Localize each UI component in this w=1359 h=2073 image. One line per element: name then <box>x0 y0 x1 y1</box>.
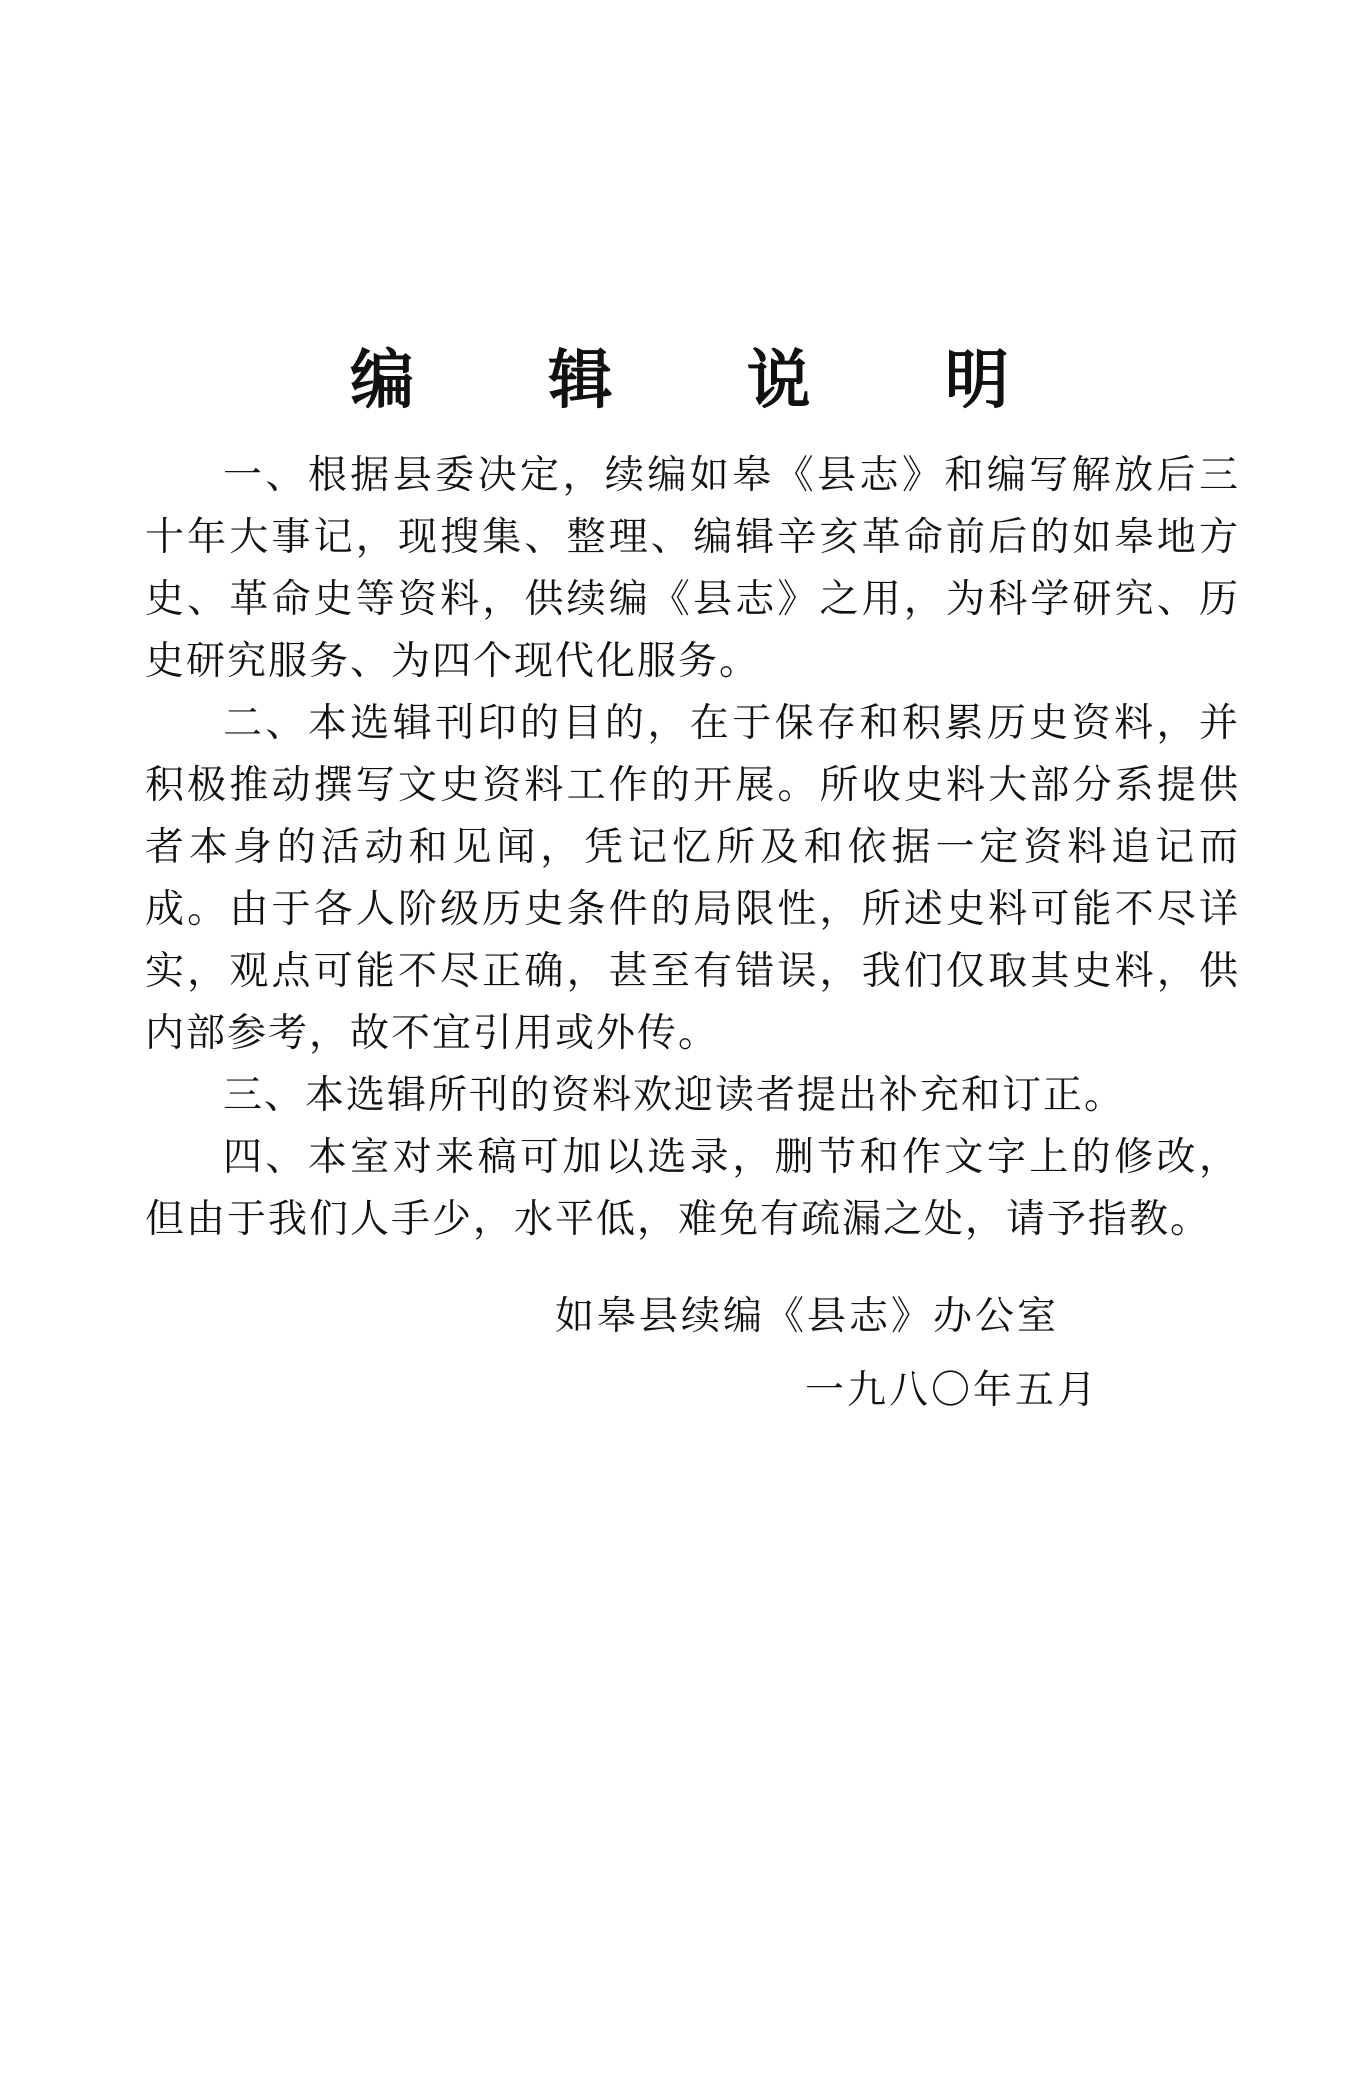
document-body <box>145 445 1240 1251</box>
signature-organization: 如皋县续编《县志》办公室 <box>555 1294 1060 1339</box>
paragraph-1: 一、根据县委决定，续编如皋《县志》和编写解放后三十年大事记，现搜集、整理、编辑辛亥革命前后的如皋地方史、革命史等资料，供续编《县志》之用，为科学研究、历史研究服务、为四个现代化服务。 <box>145 453 1240 684</box>
paragraph-3: 三、本选辑所刊的资料欢迎读者提出补充和订正。 <box>223 1073 1126 1118</box>
page-title: 编 辑 说 明 <box>350 342 1065 418</box>
signature-block <box>555 1280 1115 1428</box>
paragraph-4: 四、本室对来稿可加以选录，删节和作文字上的修改，但由于我们人手少，水平低，难免有疏漏之处，请予指教。 <box>145 1135 1240 1242</box>
paragraph-2: 二、本选辑刊印的目的，在于保存和积累历史资料，并积极推动撰写文史资料工作的开展。所收史料大部分系提供者本身的活动和见闻，凭记忆所及和依据一定资料追记而成。由于各人阶级历史条件的局限性，所述史料可能不尽详实，观点可能不尽正确，甚至有错误，我们仅取其史料，供内部参考，故不宜引用或外传。 <box>145 701 1240 1056</box>
signature-date: 一九八〇年五月 <box>805 1368 1100 1413</box>
